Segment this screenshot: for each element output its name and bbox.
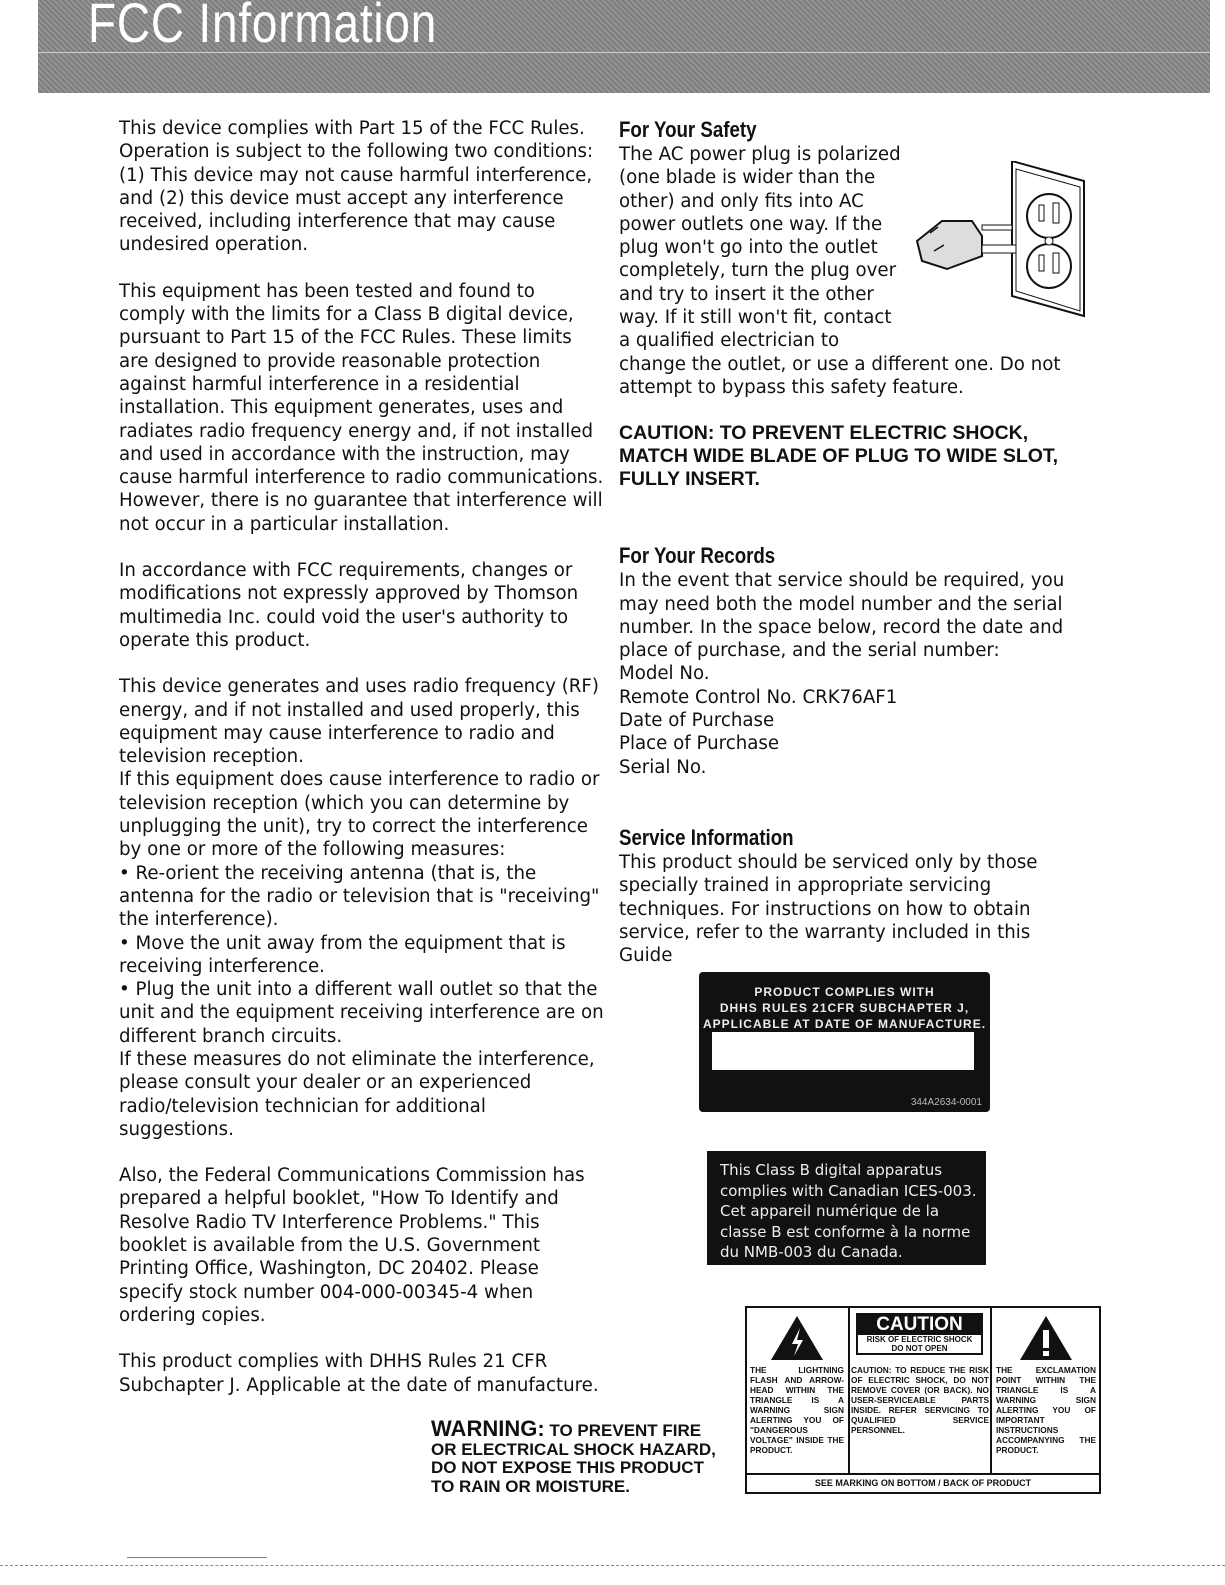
footer-link-underline xyxy=(127,1557,267,1558)
safety-line: The AC power plug is polarized xyxy=(619,144,901,165)
safety-rest: change the outlet, or use a different one. Do not attempt to bypass this safety feature. xyxy=(619,353,1061,398)
bullet-different-outlet: • Plug the unit into a different wall outlet so that the unit and the equipment receiving interference are on different branch circuits. xyxy=(119,979,604,1047)
caution-explanation: CAUTION: TO REDUCE THE RISK OF ELECTRIC SHOCK, DO NOT REMOVE COVER (OR BACK). NO USER-SERVICEABLE PARTS INSIDE. REFER SERVICING TO QUALIFIED SERVICE PERSONNEL. xyxy=(851,1365,989,1435)
caution-shock-label xyxy=(745,1306,1101,1494)
caution-plug: CAUTION: TO PREVENT ELECTRIC SHOCK, MATCH WIDE BLADE OF PLUG TO WIDE SLOT, FULLY INSERT. xyxy=(619,422,1059,491)
caution-header xyxy=(856,1313,983,1355)
safety-line: and try to insert it the other xyxy=(619,283,874,305)
warning-line: TO PREVENT FIRE xyxy=(544,1421,702,1440)
bullet-move-unit: • Move the unit away from the equipment that is receiving interference. xyxy=(119,932,566,977)
caution-title: CAUTION xyxy=(858,1315,981,1335)
left-column xyxy=(119,117,604,1397)
label-part-code: 344A2634-0001 xyxy=(910,1097,982,1108)
bullet-reorient: • Re-orient the receiving antenna (that is, the antenna for the radio or television that is "receiving" the interference). xyxy=(119,862,600,931)
caution-subtitle: RISK OF ELECTRIC SHOCK xyxy=(866,1335,973,1344)
moisture-warning xyxy=(431,1416,751,1496)
lightning-column xyxy=(749,1308,845,1475)
safety-line: (one blade is wider than the xyxy=(619,167,876,189)
warning-line: TO RAIN OR MOISTURE. xyxy=(431,1476,630,1496)
safety-line: completely, turn the plug over xyxy=(619,260,897,282)
paragraph-consult-dealer: If these measures do not eliminate the interference, please consult your dealer or an experienced radio/television technician for additional suggestions. xyxy=(119,1048,595,1140)
records-date: Date of Purchase xyxy=(619,710,775,732)
exclamation-warning-icon xyxy=(1018,1314,1074,1362)
polarized-plug-outlet-illustration xyxy=(912,161,1092,326)
page-bottom-divider xyxy=(0,1565,1225,1566)
paragraph-modifications: In accordance with FCC requirements, changes or modifications not expressly approved by Thomson multimedia Inc. could void the user's authority to operate this product. xyxy=(119,560,579,651)
safety-line: power outlets one way. If the xyxy=(619,213,883,235)
dhhs-compliance-label xyxy=(699,972,990,1112)
records-place: Place of Purchase xyxy=(619,733,780,755)
dhhs-label-line: APPLICABLE AT DATE OF MANUFACTURE. xyxy=(702,1017,987,1031)
paragraph-interference-measures: If this equipment does cause interference to radio or television reception (which you can determine by unplugging the unit), try to correct the interference by one or more of the following measures: xyxy=(119,769,600,861)
records-model: Model No. xyxy=(619,663,710,685)
exclamation-explanation: THE EXCLAMATION POINT WITHIN THE TRIANGLE IS A WARNING SIGN ALERTING YOU OF IMPORTANT INSTRUCTIONS ACCOMPANYING THE PRODUCT. xyxy=(996,1365,1096,1455)
heading-records: For Your Records xyxy=(619,543,776,569)
warning-line: OR ELECTRICAL SHOCK HAZARD, xyxy=(431,1439,716,1459)
safety-line: other) and only fits into AC xyxy=(619,190,864,212)
safety-line: plug won't go into the outlet xyxy=(619,237,878,259)
service-text: This product should be serviced only by those specially trained in appropriate servicing techniques. For instructions on how to obtain service, refer to the warranty included in this Guide xyxy=(619,851,1038,967)
paragraph-dhhs: This product complies with DHHS Rules 21 CFR Subchapter J. Applicable at the date of manufacture. xyxy=(119,1351,599,1396)
paragraph-compliance: This device complies with Part 15 of the FCC Rules. Operation is subject to the following two conditions: (1) This device may not cause harmful interference, and (2) this device must accept any interference received, including interference that may cause undesired operation. xyxy=(119,118,594,256)
exclamation-column xyxy=(995,1308,1097,1475)
records-remote: Remote Control No. CRK76AF1 xyxy=(619,686,898,708)
heading-safety: For Your Safety xyxy=(619,117,757,142)
warning-line: DO NOT EXPOSE THIS PRODUCT xyxy=(431,1458,704,1477)
caution-subtitle: DO NOT OPEN xyxy=(891,1344,948,1353)
heading-service: Service Information xyxy=(619,824,794,850)
records-text: In the event that service should be required, you may need both the model number and the serial number. In the space below, record the date and place of purchase, and the serial number: xyxy=(619,570,1065,662)
lightning-warning-icon xyxy=(769,1314,825,1362)
safety-line: a qualified electrician to xyxy=(619,330,840,352)
page-title: FCC Information xyxy=(88,0,438,54)
manufactured-date-box xyxy=(712,1032,974,1070)
caution-column xyxy=(848,1308,992,1475)
paragraph-booklet: Also, the Federal Communications Commission has prepared a helpful booklet, "How To Identify and Resolve Radio TV Interference Problems." This booklet is available from the U.S. Government Printing Office, Washington, DC 20402. Please specify stock number 004-000-00345-4 when ordering copies. xyxy=(119,1165,585,1326)
dhhs-label-line: DHHS RULES 21CFR SUBCHAPTER J, xyxy=(719,1001,970,1015)
canadian-ices-label: This Class B digital apparatus complies with Canadian ICES-003. Cet appareil numérique de la classe B est conforme à la norme du NMB-003 du Canada. xyxy=(707,1151,986,1265)
records-serial: Serial No. xyxy=(619,756,707,778)
warning-word: WARNING: xyxy=(431,1416,545,1441)
paragraph-class-b: This equipment has been tested and found to comply with the limits for a Class B digital device, pursuant to Part 15 of the FCC Rules. These limits are designed to provide reasonable protection against harmful interference in a residential installation. This equipment generates, uses and radiates radio frequency energy and, if not installed and used in accordance with the instruction, may cause harmful interference to radio communications. However, there is no guarantee that interference will not occur in a particular installation. xyxy=(119,280,604,535)
paragraph-rf-energy: This device generates and uses radio frequency (RF) energy, and if not installed and used properly, this equipment may cause interference to radio and television reception. xyxy=(119,676,599,768)
dhhs-label-line: PRODUCT COMPLIES WITH xyxy=(754,985,935,999)
safety-line: way. If it still won't fit, contact xyxy=(619,307,892,329)
caution-footer: SEE MARKING ON BOTTOM / BACK OF PRODUCT xyxy=(747,1473,1099,1492)
lightning-explanation: THE LIGHTNING FLASH AND ARROW-HEAD WITHIN THE TRIANGLE IS A WARNING SIGN ALERTING YOU OF "DANGEROUS VOLTAGE" INSIDE THE PRODUCT. xyxy=(750,1365,844,1455)
